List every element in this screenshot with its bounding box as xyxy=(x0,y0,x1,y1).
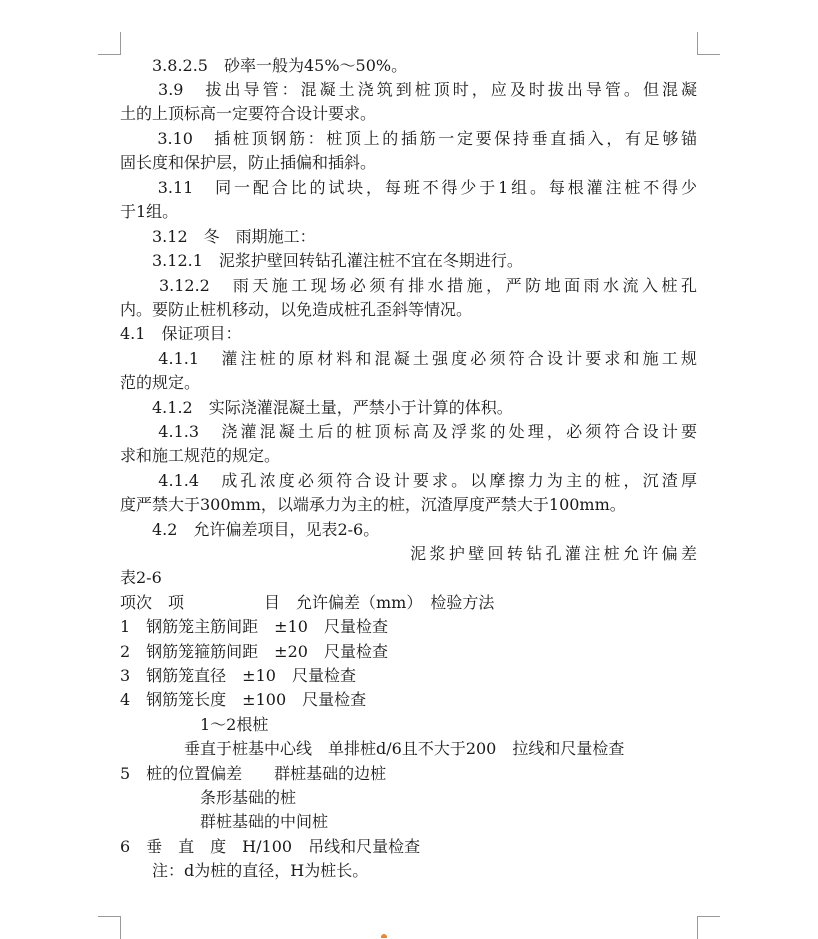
text-line: 4.2 允许偏差项目，见表2-6。 xyxy=(120,520,380,539)
table-row: 条形基础的桩 xyxy=(120,788,297,807)
text-line: 4.1.2 实际浇灌混凝土量，严禁小于计算的体积。 xyxy=(120,398,513,417)
table-title: 泥浆护壁回转钻孔灌注桩允许偏差 xyxy=(120,544,697,563)
corner-mark-bottom-right xyxy=(697,916,720,939)
table-header: 项次 项 目 允许偏差（mm） 检验方法 xyxy=(120,593,495,612)
table-row: 2 钢筋笼箍筋间距 ±20 尺量检查 xyxy=(120,642,388,661)
text-line: 3.12.2 雨天施工现场必须有排水措施，严防地面雨水流入桩孔 xyxy=(120,276,697,295)
cursor-marker xyxy=(381,934,387,938)
text-line: 3.10 插桩顶钢筋：桩顶上的插筋一定要保持垂直插入，有足够锚 xyxy=(120,129,697,148)
text-line: 3.11 同一配合比的试块，每班不得少于1组。每根灌注桩不得少 xyxy=(120,178,697,197)
corner-mark-top-left xyxy=(98,32,121,55)
text-line: 3.12.1 泥浆护壁回转钻孔灌注桩不宜在冬期进行。 xyxy=(120,251,523,270)
table-row: 5 桩的位置偏差 群桩基础的边桩 xyxy=(120,764,387,783)
text-line: 4.1.1 灌注桩的原材料和混凝土强度必须符合设计要求和施工规 xyxy=(120,349,697,368)
text-line: 求和施工规范的规定。 xyxy=(120,446,281,465)
text-line: 固长度和保护层，防止插偏和插斜。 xyxy=(120,153,377,172)
section-heading: 4.1 保证项目： xyxy=(120,324,242,343)
table-row: 4 钢筋笼长度 ±100 尺量检查 xyxy=(120,690,367,709)
corner-mark-top-right xyxy=(697,32,720,55)
table-number: 表2-6 xyxy=(120,568,162,587)
text-line: 3.8.2.5 砂率一般为45%～50%。 xyxy=(120,56,408,75)
text-line: 范的规定。 xyxy=(120,373,201,392)
table-note: 注：d为桩的直径，H为桩长。 xyxy=(120,861,369,880)
text-line: 4.1.3 浇灌混凝土后的桩顶标高及浮浆的处理，必须符合设计要 xyxy=(120,422,697,441)
text-line: 于1组。 xyxy=(120,202,179,221)
text-line: 3.9 拔出导管：混凝土浇筑到桩顶时，应及时拔出导管。但混凝 xyxy=(120,80,697,99)
table-row: 1～2根桩 xyxy=(120,715,269,734)
table-row: 6 垂 直 度 H/100 吊线和尺量检查 xyxy=(120,837,421,856)
table-row: 3 钢筋笼直径 ±10 尺量检查 xyxy=(120,666,356,685)
table-row: 垂直于桩基中心线 单排桩d/6且不大于200 拉线和尺量检查 xyxy=(120,739,625,758)
text-line: 度严禁大于300mm，以端承力为主的桩，沉渣厚度严禁大于100mm。 xyxy=(120,495,626,514)
text-line: 3.12 冬 雨期施工： xyxy=(120,227,316,246)
text-line: 内。要防止桩机移动，以免造成桩孔歪斜等情况。 xyxy=(120,300,473,319)
text-line: 土的上顶标高一定要符合设计要求。 xyxy=(120,104,377,123)
table-row: 群桩基础的中间桩 xyxy=(120,812,329,831)
corner-mark-bottom-left xyxy=(98,916,121,939)
table-row: 1 钢筋笼主筋间距 ±10 尺量检查 xyxy=(120,617,388,636)
text-line: 4.1.4 成孔浓度必须符合设计要求。以摩擦力为主的桩，沉渣厚 xyxy=(120,471,697,490)
